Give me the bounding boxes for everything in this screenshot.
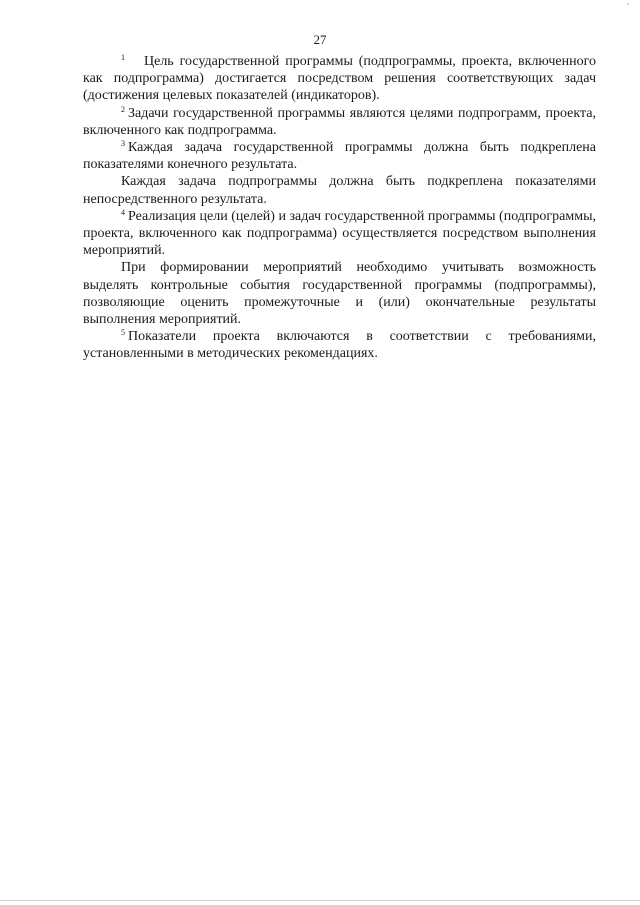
paragraph-footnote-4 — [83, 208, 596, 260]
footnote-marker: 1 — [121, 53, 125, 62]
paragraph-text: Цель государственной программы (подпрограммы, проекта, включенного как подпрограмма) достигается посредством решения соответствующих задач (достижения целевых показателей (индикаторов). — [83, 54, 596, 104]
paragraph-footnote-3 — [83, 139, 596, 173]
footnote-marker: 5 — [121, 328, 125, 338]
paragraph-footnote-5 — [83, 328, 596, 362]
scan-bottom-edge — [0, 900, 640, 901]
paragraph-control-events — [83, 259, 596, 328]
paragraph-text: Каждая задача подпрограммы должна быть подкреплена показателями непосредственного результата. — [83, 174, 596, 207]
footnote-marker: 3 — [121, 139, 125, 149]
page-number: 27 — [313, 32, 327, 47]
paragraph-text: Задачи государственной программы являются целями подпрограмм, проекта, включенного как подпрограмма. — [83, 105, 596, 138]
footnote-marker: 2 — [121, 104, 125, 114]
paragraph-subprogram-tasks — [83, 173, 596, 207]
document-body — [83, 53, 596, 363]
paragraph-text: Каждая задача государственной программы должна быть подкреплена показателями конечного результата. — [83, 140, 596, 173]
paragraph-text: При формировании мероприятий необходимо учитывать возможность выделять контрольные события государственной программы (подпрограммы), позволяющие оценить промежуточные и (или) окончательные результаты выполнения мероприятий. — [83, 260, 596, 328]
paragraph-footnote-1 — [83, 53, 596, 105]
paragraph-footnote-2 — [83, 105, 596, 139]
footnote-marker: 4 — [121, 207, 125, 217]
scan-speck — [627, 3, 629, 5]
paragraph-text: Показатели проекта включаются в соответствии с требованиями, установленными в методических рекомендациях. — [83, 329, 596, 362]
paragraph-text: Реализация цели (целей) и задач государственной программы (подпрограммы, проекта, включенного как подпрограмма) осуществляется посредством выполнения мероприятий. — [83, 208, 596, 259]
